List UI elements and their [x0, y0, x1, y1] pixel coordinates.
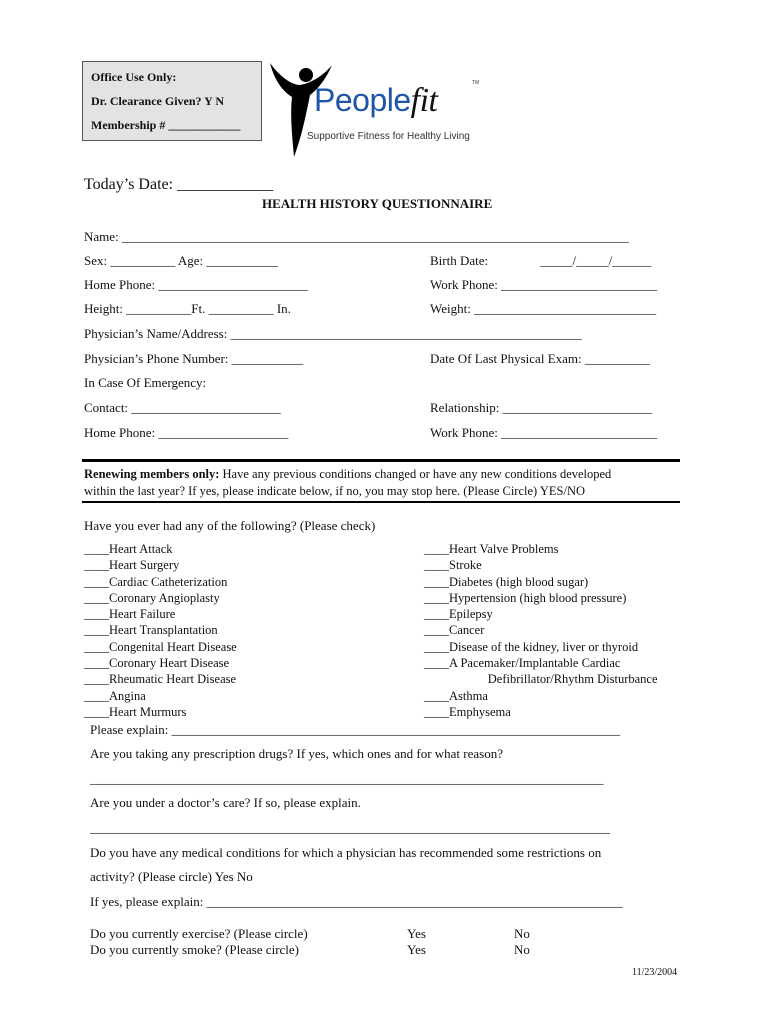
list-item: Defibrillator/Rhythm Disturbance	[444, 672, 658, 687]
list-item: ____Cardiac Catheterization	[84, 574, 228, 589]
restrictions-question-2: activity? (Please circle) Yes No	[90, 869, 253, 884]
list-item: ____A Pacemaker/Implantable Cardiac	[424, 656, 621, 671]
restrictions-explain-field: If yes, please explain: ________________________________________________________________	[90, 894, 623, 909]
physician-name-field: Physician’s Name/Address: ______________________________________________________	[84, 326, 582, 341]
contact-field: Contact: _______________________	[84, 400, 281, 415]
membership-number-field: Membership # ____________	[91, 118, 241, 132]
list-item: ____Heart Transplantation	[84, 623, 218, 638]
prescription-answer-line: _______________________________________________________________________________	[90, 771, 604, 786]
smoke-yes: Yes	[407, 942, 426, 957]
renewing-notice	[84, 466, 684, 500]
list-item: ____Epilepsy	[424, 607, 493, 622]
list-item: ____Diabetes (high blood sugar)	[424, 574, 589, 589]
brand-main: People	[314, 82, 411, 118]
list-item: ____Stroke	[424, 558, 482, 573]
doctor-care-question: Are you under a doctor’s care? If so, please explain.	[90, 795, 361, 810]
list-item: ____Rheumatic Heart Disease	[84, 672, 237, 687]
weight-field: Weight: ____________________________	[430, 301, 657, 316]
brand-fit: fit	[410, 82, 438, 119]
list-item: ____Heart Valve Problems	[424, 542, 559, 556]
emergency-label: In Case Of Emergency:	[84, 375, 207, 390]
physician-phone-field: Physician’s Phone Number: ___________	[84, 351, 304, 366]
renewing-text-2: within the last year? If yes, please indicate below, if no, you may stop here. (Please Circle) YES/NO	[84, 484, 586, 498]
name-field: Name: ______________________________________________________________________________	[84, 229, 629, 244]
divider-top	[82, 459, 680, 462]
birth-date-label: Birth Date:	[430, 253, 489, 268]
trademark: TM	[472, 80, 480, 86]
list-item: ____Disease of the kidney, liver or thyroid	[424, 639, 639, 654]
list-item: ____Angina	[84, 688, 146, 703]
smoke-no: No	[514, 942, 530, 957]
exercise-question: Do you currently exercise? (Please circle)	[90, 926, 308, 941]
conditions-explain-field: Please explain: _____________________________________________________________________	[90, 722, 621, 737]
office-use-box	[82, 61, 262, 141]
restrictions-question-1: Do you have any medical conditions for which a physician has recommended some restrictions on	[90, 845, 602, 860]
exercise-no: No	[514, 926, 530, 941]
prescription-question: Are you taking any prescription drugs? If yes, which ones and for what reason?	[90, 746, 503, 761]
list-item: ____Asthma	[424, 688, 488, 703]
renewing-text-1: Have any previous conditions changed or have any new conditions developed	[219, 467, 612, 481]
list-item: ____Coronary Angioplasty	[84, 590, 220, 605]
home-phone-field: Home Phone: _______________________	[84, 277, 308, 292]
relationship-field: Relationship: _______________________	[430, 400, 653, 415]
emergency-home-phone-field: Home Phone: ____________________	[84, 425, 289, 440]
list-item: ____Congenital Heart Disease	[84, 639, 237, 654]
renewing-bold: Renewing members only:	[84, 467, 220, 481]
sex-age-field: Sex: __________ Age: ___________	[84, 253, 278, 268]
list-item: ____Heart Attack	[84, 542, 173, 556]
conditions-right-list	[424, 541, 658, 720]
dr-clearance-field: Dr. Clearance Given? Y N	[91, 94, 224, 108]
work-phone-field: Work Phone: ________________________	[430, 277, 658, 292]
list-item: ____Heart Failure	[84, 607, 176, 622]
list-item: ____Hypertension (high blood pressure)	[424, 590, 627, 605]
list-item: ____Coronary Heart Disease	[84, 656, 230, 671]
height-field: Height: __________Ft. __________ In.	[84, 301, 291, 316]
page-title: HEALTH HISTORY QUESTIONNAIRE	[262, 196, 493, 211]
last-physical-field: Date Of Last Physical Exam: __________	[430, 351, 650, 366]
brand-tagline: Supportive Fitness for Healthy Living	[307, 131, 470, 142]
footer-date: 11/23/2004	[632, 967, 678, 978]
office-use-label: Office Use Only:	[91, 70, 177, 84]
conditions-left-list	[84, 541, 237, 720]
list-item: ____Heart Surgery	[84, 558, 180, 573]
doctor-care-answer-line: ________________________________________________________________________________	[90, 820, 610, 835]
todays-date-field: Today’s Date: ____________	[84, 176, 274, 193]
smoke-question: Do you currently smoke? (Please circle)	[90, 942, 300, 957]
conditions-prompt: Have you ever had any of the following? (Please check)	[84, 518, 376, 533]
emergency-work-phone-field: Work Phone: ________________________	[430, 425, 658, 440]
divider-bottom	[82, 501, 680, 503]
list-item: ____Heart Murmurs	[84, 704, 187, 719]
exercise-yes: Yes	[407, 926, 426, 941]
list-item: ____Cancer	[424, 623, 485, 638]
brand-logo	[314, 82, 437, 120]
list-item: ____Emphysema	[424, 704, 511, 719]
birth-date-field: _____/_____/______	[540, 253, 652, 268]
